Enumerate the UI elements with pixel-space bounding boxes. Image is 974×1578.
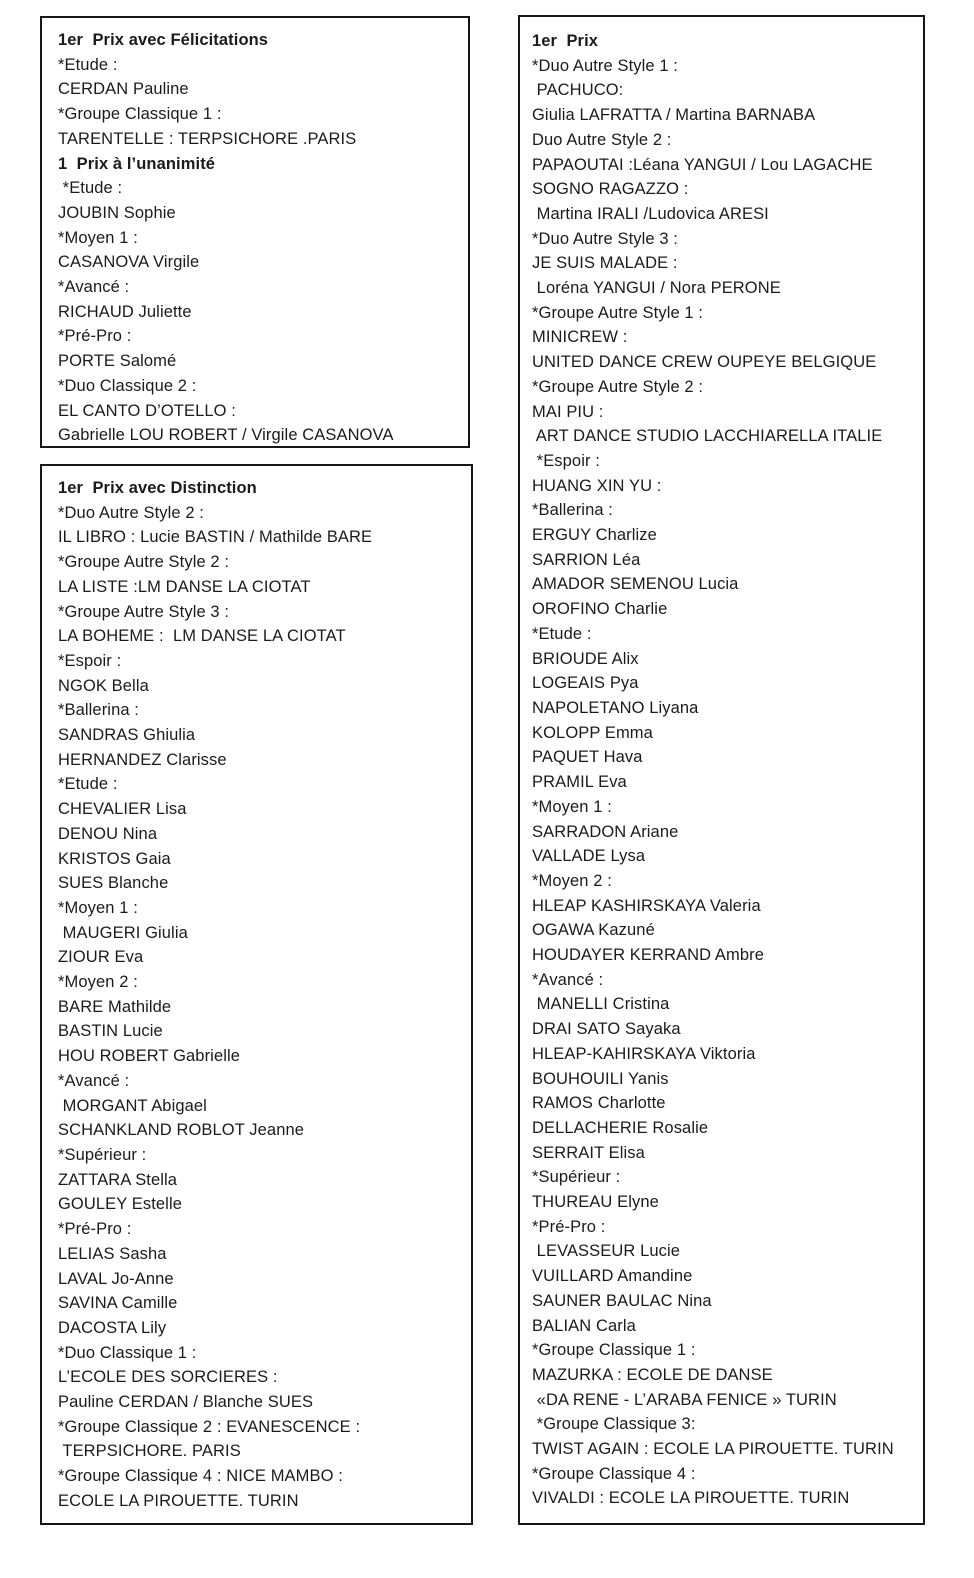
result-line: *Etude :	[58, 775, 118, 794]
result-line: LAVAL Jo-Anne	[58, 1269, 174, 1288]
result-line: VIVALDI : ECOLE LA PIROUETTE. TURIN	[532, 1489, 850, 1508]
result-line: VUILLARD Amandine	[532, 1267, 693, 1286]
result-line: *Groupe Classique 4 :	[532, 1464, 696, 1483]
result-line: BARE Mathilde	[58, 997, 172, 1016]
result-line: DRAI SATO Sayaka	[532, 1020, 681, 1039]
result-line: *Duo Autre Style 2 :	[58, 503, 204, 522]
result-line: Loréna YANGUI / Nora PERONE	[532, 279, 781, 298]
result-line: *Avancé :	[58, 1071, 130, 1090]
result-line: *Groupe Autre Style 3 :	[58, 602, 230, 621]
result-line: *Moyen 2 :	[58, 973, 138, 992]
result-line: *Groupe Classique 3:	[532, 1415, 696, 1434]
result-line: *Duo Autre Style 3 :	[532, 229, 678, 248]
result-line: *Espoir :	[532, 451, 600, 470]
prize-box-premier-prix	[518, 15, 925, 1525]
result-line: *Groupe Classique 2 : EVANESCENCE :	[58, 1417, 361, 1436]
result-line: MANELLI Cristina	[532, 995, 670, 1014]
result-line: VALLADE Lysa	[532, 847, 646, 866]
result-line: NGOK Bella	[58, 676, 149, 695]
prize-heading: 1er Prix avec Félicitations	[58, 31, 269, 49]
result-line: SCHANKLAND ROBLOT Jeanne	[58, 1121, 305, 1140]
result-line: ART DANCE STUDIO LACCHIARELLA ITALIE	[532, 427, 883, 446]
result-line: *Supérieur :	[532, 1168, 621, 1187]
result-line: «DA RENE - L’ARABA FENICE » TURIN	[532, 1390, 837, 1409]
result-line: *Groupe Autre Style 2 :	[58, 553, 230, 572]
result-line: HUANG XIN YU :	[532, 476, 662, 495]
result-line: *Moyen 1 :	[58, 898, 138, 917]
prize-box-felicitations	[40, 16, 470, 448]
result-line: LEVASSEUR Lucie	[532, 1242, 681, 1261]
result-line: Gabrielle LOU ROBERT / Virgile CASANOVA	[58, 426, 394, 445]
result-line: SARRION Léa	[532, 550, 641, 569]
result-line: *Avancé :	[532, 970, 604, 989]
result-line: *Pré-Pro :	[58, 327, 132, 346]
result-line: BASTIN Lucie	[58, 1022, 163, 1041]
result-line: Pauline CERDAN / Blanche SUES	[58, 1393, 314, 1412]
result-line: TWIST AGAIN : ECOLE LA PIROUETTE. TURIN	[532, 1440, 894, 1459]
result-line: RICHAUD Juliette	[58, 302, 192, 321]
result-line: TARENTELLE : TERPSICHORE .PARIS	[58, 129, 357, 148]
result-line: Duo Autre Style 2 :	[532, 130, 672, 149]
result-line: *Moyen 1 :	[532, 797, 612, 816]
result-line: SAVINA Camille	[58, 1294, 178, 1313]
result-line: ZIOUR Eva	[58, 948, 144, 967]
result-line: HLEAP KASHIRSKAYA Valeria	[532, 896, 761, 915]
result-line: *Groupe Autre Style 1 :	[532, 303, 704, 322]
result-line: *Ballerina :	[58, 701, 139, 720]
prize-heading: 1 Prix à l’unanimité	[58, 154, 216, 173]
result-line: OROFINO Charlie	[532, 600, 668, 619]
result-line: LELIAS Sasha	[58, 1244, 167, 1263]
result-line: SOGNO RAGAZZO :	[532, 180, 689, 199]
result-line: SANDRAS Ghiulia	[58, 726, 196, 745]
result-line: MAUGERI Giulia	[58, 923, 188, 942]
result-line: *Etude :	[532, 624, 592, 643]
result-line: *Duo Classique 1 :	[58, 1343, 197, 1362]
prize-heading: 1er Prix	[532, 32, 599, 50]
result-line: TERPSICHORE. PARIS	[58, 1442, 241, 1461]
result-line: DENOU Nina	[58, 824, 158, 843]
result-line: BRIOUDE Alix	[532, 649, 639, 668]
result-line: PACHUCO:	[532, 81, 624, 100]
result-line: MAZURKA : ECOLE DE DANSE	[532, 1365, 773, 1384]
result-line: *Etude :	[58, 179, 123, 198]
result-line: NAPOLETANO Liyana	[532, 698, 699, 717]
result-line: MORGANT Abigael	[58, 1096, 207, 1115]
result-line: KRISTOS Gaia	[58, 849, 171, 868]
result-line: *Moyen 1 :	[58, 228, 138, 247]
result-line: ERGUY Charlize	[532, 526, 657, 545]
result-line: CHEVALIER Lisa	[58, 800, 187, 819]
result-line: RAMOS Charlotte	[532, 1094, 666, 1113]
result-line: SERRAIT Elisa	[532, 1143, 645, 1162]
prize-box-distinction	[40, 464, 473, 1525]
result-line: BALIAN Carla	[532, 1316, 636, 1335]
result-line: DELLACHERIE Rosalie	[532, 1118, 709, 1137]
result-line: *Duo Classique 2 :	[58, 376, 197, 395]
result-line: BOUHOUILI Yanis	[532, 1069, 669, 1088]
result-line: THUREAU Elyne	[532, 1193, 659, 1212]
result-line: *Duo Autre Style 1 :	[532, 56, 678, 75]
result-line: PAQUET Hava	[532, 748, 643, 767]
result-line: IL LIBRO : Lucie BASTIN / Mathilde BARE	[58, 528, 373, 547]
result-line: JE SUIS MALADE :	[532, 254, 678, 273]
result-line: UNITED DANCE CREW OUPEYE BELGIQUE	[532, 353, 877, 372]
result-line: *Etude :	[58, 55, 118, 74]
result-line: JOUBIN Sophie	[58, 203, 176, 222]
result-line: HLEAP-KAHIRSKAYA Viktoria	[532, 1044, 756, 1063]
result-line: CERDAN Pauline	[58, 80, 189, 99]
result-line: LA LISTE :LM DANSE LA CIOTAT	[58, 577, 311, 596]
result-line: *Groupe Classique 1 :	[58, 105, 222, 124]
result-line: MINICREW :	[532, 328, 628, 347]
result-line: LOGEAIS Pya	[532, 674, 639, 693]
result-line: ZATTARA Stella	[58, 1170, 178, 1189]
result-line: SUES Blanche	[58, 874, 169, 893]
result-line: EL CANTO D’OTELLO :	[58, 401, 236, 420]
result-line: *Pré-Pro :	[532, 1217, 606, 1236]
result-line: *Ballerina :	[532, 501, 613, 520]
result-line: HOU ROBERT Gabrielle	[58, 1047, 241, 1066]
result-line: GOULEY Estelle	[58, 1195, 182, 1214]
result-line: *Moyen 2 :	[532, 871, 612, 890]
result-line: *Groupe Autre Style 2 :	[532, 377, 704, 396]
result-line: Giulia LAFRATTA / Martina BARNABA	[532, 106, 816, 125]
result-line: LA BOHEME : LM DANSE LA CIOTAT	[58, 627, 346, 646]
result-line: DACOSTA Lily	[58, 1318, 167, 1337]
result-line: *Groupe Classique 4 : NICE MAMBO :	[58, 1467, 343, 1486]
result-line: MAI PIU :	[532, 402, 604, 421]
result-line: *Groupe Classique 1 :	[532, 1341, 696, 1360]
result-line: PAPAOUTAI :Léana YANGUI / Lou LAGACHE	[532, 155, 873, 174]
result-line: *Espoir :	[58, 651, 122, 670]
prize-heading: 1er Prix avec Distinction	[58, 479, 257, 497]
result-line: OGAWA Kazuné	[532, 921, 655, 940]
result-line: HOUDAYER KERRAND Ambre	[532, 946, 765, 965]
result-line: KOLOPP Emma	[532, 723, 653, 742]
result-line: *Avancé :	[58, 278, 130, 297]
result-line: L’ECOLE DES SORCIERES :	[58, 1368, 278, 1387]
result-line: Martina IRALI /Ludovica ARESI	[532, 204, 769, 223]
result-line: PORTE Salomé	[58, 352, 177, 371]
result-line: PRAMIL Eva	[532, 773, 627, 792]
result-line: *Pré-Pro :	[58, 1220, 132, 1239]
result-line: SAUNER BAULAC Nina	[532, 1291, 712, 1310]
result-line: *Supérieur :	[58, 1145, 147, 1164]
result-line: CASANOVA Virgile	[58, 253, 200, 272]
result-line: HERNANDEZ Clarisse	[58, 750, 227, 769]
result-line: AMADOR SEMENOU Lucia	[532, 575, 739, 594]
result-line: SARRADON Ariane	[532, 822, 679, 841]
result-line: ECOLE LA PIROUETTE. TURIN	[58, 1491, 299, 1510]
